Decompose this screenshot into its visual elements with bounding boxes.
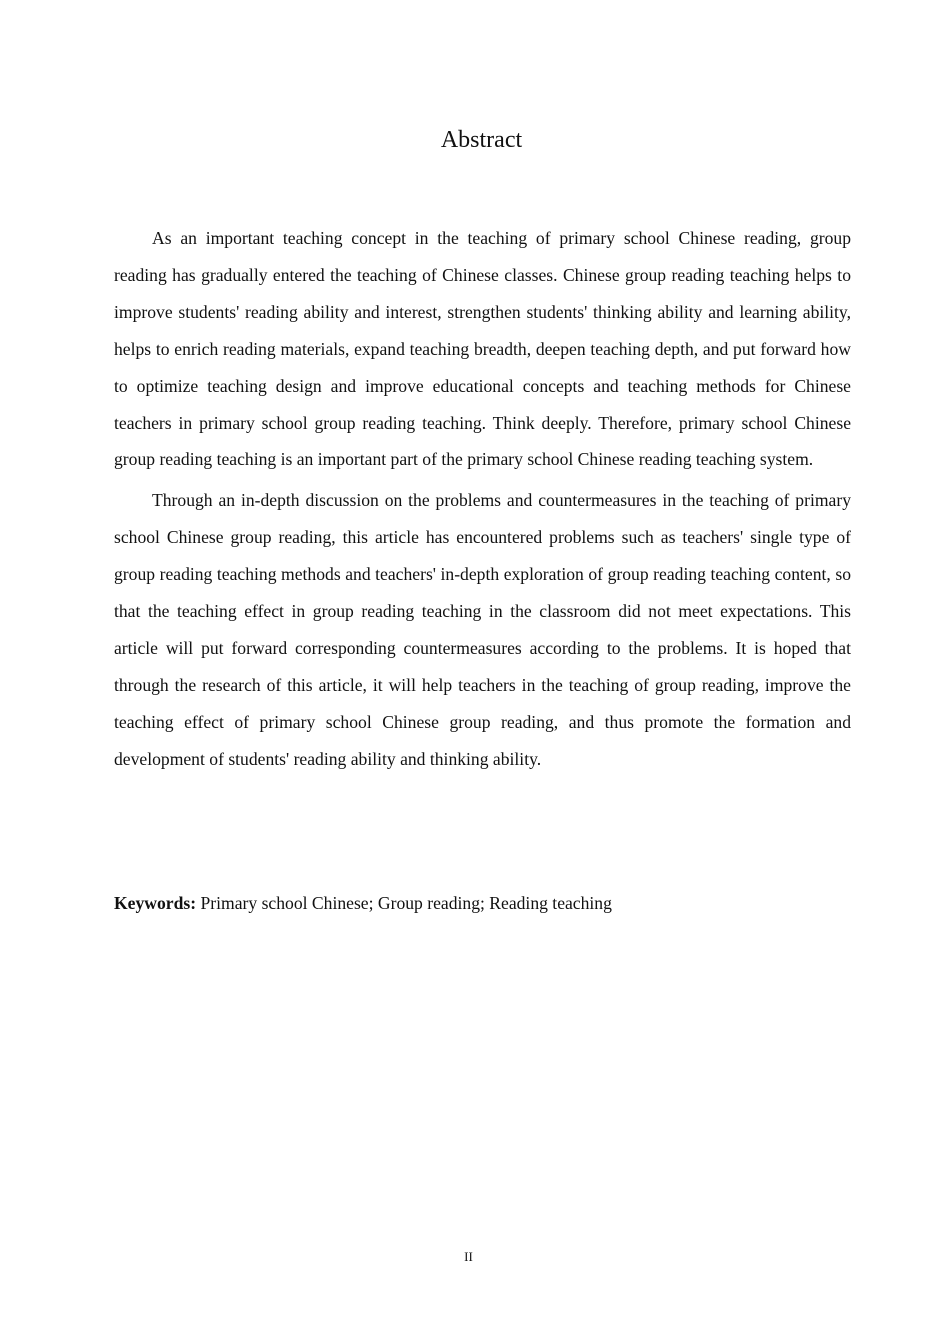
keywords-line xyxy=(114,888,851,918)
abstract-body xyxy=(114,220,851,782)
keywords-label: Keywords: xyxy=(114,893,197,913)
abstract-paragraph-2: Through an in-depth discussion on the problems and countermeasures in the teaching of primary school Chinese group reading, this article has encountered problems such as teachers' single type of group reading teaching methods and teachers' in-depth exploration of group reading teaching content, so that the teaching effect in group reading teaching in the classroom did not meet expectations. This article will put forward corresponding countermeasures according to the problems. It is hoped that through the research of this article, it will help teachers in the teaching of group reading, improve the teaching effect of primary school Chinese group reading, and thus promote the formation and development of students' reading ability and thinking ability. xyxy=(114,490,851,769)
abstract-title: Abstract xyxy=(440,127,523,153)
abstract-paragraph-1: As an important teaching concept in the teaching of primary school Chinese reading, group reading has gradually entered the teaching of Chinese classes. Chinese group reading teaching helps to improve students' reading ability and interest, strengthen students' thinking ability and learning ability, helps to enrich reading materials, expand teaching breadth, deepen teaching depth, and put forward how to optimize teaching design and improve educational concepts and teaching methods for Chinese teachers in primary school group reading teaching. Think deeply. Therefore, primary school Chinese group reading teaching is an important part of the primary school Chinese reading teaching system. xyxy=(114,228,851,470)
page-number: II xyxy=(464,1249,473,1264)
keywords-text: Primary school Chinese; Group reading; Reading teaching xyxy=(200,893,612,913)
